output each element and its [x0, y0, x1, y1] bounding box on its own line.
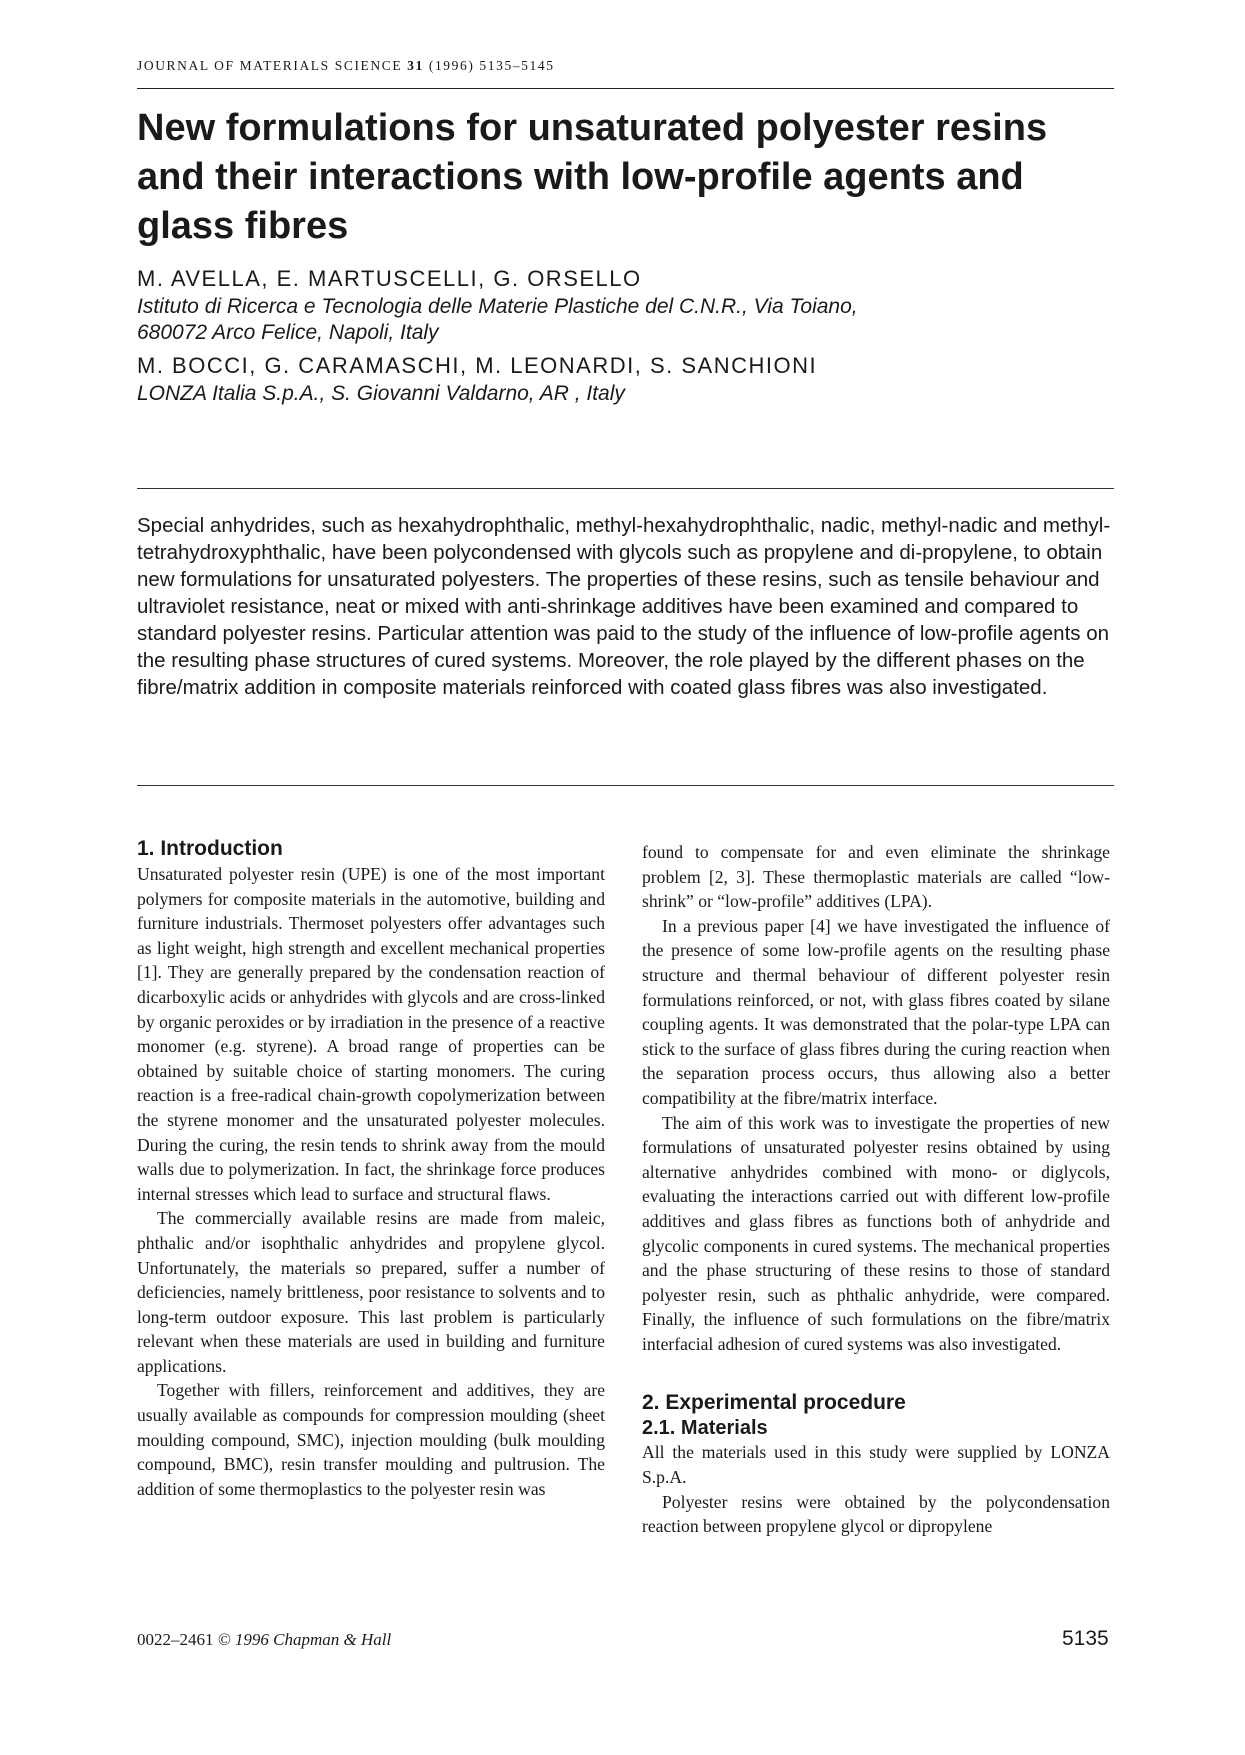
abstract-rule-bottom: [137, 785, 1114, 786]
abstract: Special anhydrides, such as hexahydrophthalic, methyl-hexahydrophthalic, nadic, methyl-nadic and methyl-tetrahydroxyphthalic, have been polycondensed with glycols such as propylene and di-propylene, to obtain new formulations for unsaturated polyesters. The properties of these resins, such as tensile behaviour and ultraviolet resistance, neat or mixed with anti-shrinkage additives have been examined and compared to standard polyester resins. Particular attention was paid to the study of the influence of low-profile agents on the resulting phase structures of cured systems. Moreover, the role played by the different phases on the fibre/matrix addition in composite materials reinforced with coated glass fibres was also investigated.: [137, 514, 1111, 699]
paragraph: In a previous paper [4] we have investigated the influence of the presence of some low-profile agents on the resulting phase structure and thermal behaviour of different polyester resin formulations reinforced, or not, with glass fibres coated by silane coupling agents. It was demonstrated that the polar-type LPA can stick to the surface of glass fibres during the curing reaction when the separation process occurs, thus allowing also a better compatibility at the fibre/matrix interface.: [642, 915, 1110, 1108]
paragraph: The commercially available resins are made from maleic, phthalic and/or isophthalic anhydrides and propylene glycol. Unfortunately, the materials so prepared, suffer a number of deficiencies, namely brittleness, poor resistance to solvents and to long-term outdoor exposure. This last problem is particularly relevant when these materials are used in building and furniture applications.: [137, 1208, 605, 1376]
body-column-right: [642, 840, 1110, 1539]
affiliation-2: LONZA Italia S.p.A., S. Giovanni Valdarno, AR , Italy: [137, 382, 625, 405]
journal-header: [137, 58, 555, 74]
article-title: New formulations for unsaturated polyester resins and their interactions with low-profile agents and glass fibres: [137, 107, 1048, 247]
footer-copyright: [137, 1630, 391, 1650]
body-column-left: [137, 836, 605, 1501]
paragraph: found to compensate for and even eliminate the shrinkage problem [2, 3]. These thermoplastic materials are called “low-shrink” or “low-profile” additives (LPA).: [642, 842, 1110, 912]
header-rule: [137, 88, 1114, 89]
section-heading-experimental: 2. Experimental procedure: [642, 1391, 906, 1415]
author-list-2: M. BOCCI, G. CARAMASCHI, M. LEONARDI, S. SANCHIONI: [137, 353, 818, 378]
affiliation-1-line1: Istituto di Ricerca e Tecnologia delle Materie Plastiche del C.N.R., Via Toiano,: [137, 295, 858, 318]
section-spacer: [642, 1356, 1110, 1390]
abstract-rule-top: [137, 488, 1114, 489]
author-list-1: M. AVELLA, E. MARTUSCELLI, G. ORSELLO: [137, 266, 642, 291]
section-heading-introduction: 1. Introduction: [137, 837, 283, 860]
paragraph: Unsaturated polyester resin (UPE) is one of the most important polymers for composite materials in the automotive, building and furniture industrials. Thermoset polyesters offer advantages such as light weight, high strength and excellent mechanical properties [1]. They are generally prepared by the condensation reaction of dicarboxylic acids or anhydrides with glycols and are cross-linked by organic peroxides or by irradiation in the presence of a reactive monomer (e.g. styrene). A broad range of properties can be obtained by suitable choice of starting monomers. The curing reaction is a free-radical chain-growth copolymerization between the styrene monomer and the unsaturated polyester molecules. During the curing, the resin tends to shrink away from the mould walls due to polymerization. In fact, the shrinkage force produces internal stresses which lead to surface and structural flaws.: [137, 864, 605, 1204]
journal-year-pages: (1996) 5135–5145: [423, 58, 555, 73]
paragraph: All the materials used in this study were supplied by LONZA S.p.A.: [642, 1442, 1110, 1488]
paragraph: Together with fillers, reinforcement and additives, they are usually available as compounds for compression moulding (sheet moulding compound, SMC), injection moulding (bulk moulding compound, BMC), resin transfer moulding and pultrusion. The addition of some thermoplastics to the polyester resin was: [137, 1380, 605, 1499]
paragraph: Polyester resins were obtained by the polycondensation reaction between propylene glycol or dipropylene: [642, 1491, 1110, 1537]
affiliation-1-line2: 680072 Arco Felice, Napoli, Italy: [137, 321, 439, 344]
issn: 0022–2461: [137, 1630, 218, 1649]
subsection-heading-materials: 2.1. Materials: [642, 1417, 768, 1440]
journal-name: JOURNAL OF MATERIALS SCIENCE: [137, 58, 408, 73]
copyright-notice: © 1996 Chapman & Hall: [217, 1630, 392, 1649]
journal-volume: 31: [407, 58, 424, 73]
page-number: 5135: [1062, 1627, 1109, 1650]
paragraph: The aim of this work was to investigate the properties of new formulations of unsaturated polyester resins obtained by using alternative anhydrides combined with mono- or diglycols, evaluating the interactions carried out with different low-profile additives and glass fibres as functions both of anhydride and glycolic components in cured systems. The mechanical properties and the phase structuring of these resins to those of standard polyester resin, such as phthalic anhydride, were compared. Finally, the influence of such formulations on the fibre/matrix interfacial adhesion of cured systems was also investigated.: [642, 1112, 1110, 1354]
